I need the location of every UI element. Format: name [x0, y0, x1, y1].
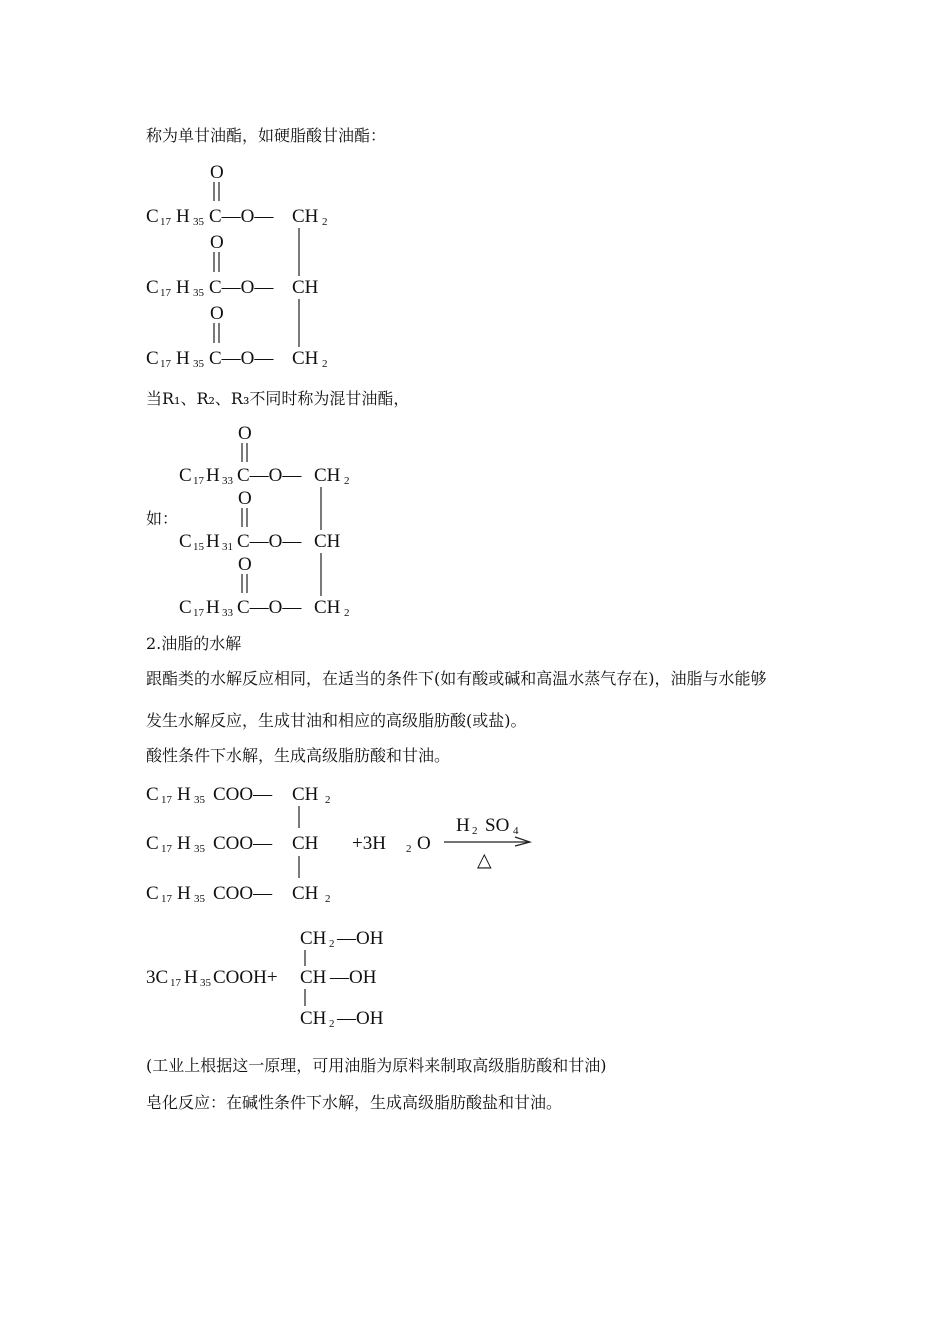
svg-text:2: 2: [472, 825, 478, 837]
svg-text:C—O—: C—O—: [209, 277, 274, 298]
section-heading: 2.油脂的水解: [146, 634, 242, 653]
svg-text:—OH: —OH: [330, 967, 377, 988]
svg-text:2: 2: [325, 893, 331, 905]
svg-text:17: 17: [161, 843, 172, 855]
svg-text:H: H: [206, 465, 220, 486]
svg-text:3C: 3C: [146, 967, 169, 988]
svg-text:35: 35: [193, 216, 204, 228]
svg-text:COO—: COO—: [213, 883, 273, 904]
svg-text:CH: CH: [292, 883, 319, 904]
svg-text:SO: SO: [485, 815, 510, 836]
svg-text:COOH+: COOH+: [213, 967, 278, 988]
svg-text:C: C: [179, 531, 192, 552]
svg-text:C: C: [146, 348, 159, 369]
glycerol-row-1: [300, 928, 384, 950]
svg-text:O: O: [210, 303, 224, 324]
heat-symbol: △: [477, 850, 492, 871]
svg-text:17: 17: [161, 794, 172, 806]
svg-text:COO—: COO—: [213, 833, 273, 854]
svg-text:CH: CH: [292, 206, 319, 227]
svg-text:CH: CH: [300, 928, 327, 949]
industrial-note: (工业上根据这一原理，可用油脂为原料来制取高级脂肪酸和甘油): [146, 1056, 607, 1075]
svg-text:15: 15: [193, 541, 204, 553]
svg-text:17: 17: [170, 977, 181, 989]
svg-text:2: 2: [329, 938, 335, 950]
svg-text:COO—: COO—: [213, 784, 273, 805]
svg-text:H: H: [176, 206, 190, 227]
svg-text:C—O—: C—O—: [237, 465, 302, 486]
svg-text:2: 2: [329, 1018, 335, 1030]
svg-text:H: H: [177, 883, 191, 904]
svg-text:—OH: —OH: [337, 1008, 384, 1029]
svg-text:C: C: [179, 465, 192, 486]
svg-text:H: H: [176, 277, 190, 298]
svg-text:35: 35: [193, 287, 204, 299]
svg-text:CH: CH: [292, 348, 319, 369]
svg-text:O: O: [210, 232, 224, 253]
svg-text:CH: CH: [314, 465, 341, 486]
glycerol-row-3: [300, 1008, 384, 1030]
svg-text:31: 31: [222, 541, 233, 553]
svg-text:33: 33: [222, 475, 233, 487]
svg-text:C: C: [146, 833, 159, 854]
simple-glyceride-text: 称为单甘油酯，如硬脂酸甘油酯：: [146, 126, 387, 145]
svg-text:H: H: [176, 348, 190, 369]
svg-text:35: 35: [194, 794, 205, 806]
svg-text:O: O: [210, 162, 224, 183]
svg-text:2: 2: [344, 607, 350, 619]
svg-text:C—O—: C—O—: [209, 348, 274, 369]
svg-text:C—O—: C—O—: [209, 206, 274, 227]
svg-text:2: 2: [322, 216, 328, 228]
svg-text:C: C: [179, 597, 192, 618]
svg-text:35: 35: [193, 358, 204, 370]
svg-text:17: 17: [193, 607, 204, 619]
svg-text:C: C: [146, 784, 159, 805]
glycerol-row-2: [300, 967, 377, 988]
svg-text:17: 17: [160, 216, 171, 228]
svg-text:H: H: [206, 597, 220, 618]
svg-text:C—O—: C—O—: [237, 531, 302, 552]
svg-text:35: 35: [194, 843, 205, 855]
svg-text:CH: CH: [300, 1008, 327, 1029]
svg-text:17: 17: [193, 475, 204, 487]
stearic-acid-term: [146, 967, 278, 989]
svg-text:2: 2: [344, 475, 350, 487]
acid-hydrolysis-text: 酸性条件下水解，生成高级脂肪酸和甘油。: [146, 746, 451, 765]
svg-text:17: 17: [161, 893, 172, 905]
svg-text:—OH: —OH: [337, 928, 384, 949]
svg-text:O: O: [238, 488, 252, 509]
svg-text:O: O: [238, 554, 252, 575]
svg-text:H: H: [456, 815, 470, 836]
svg-text:CH: CH: [292, 784, 319, 805]
paragraph-line-1: 跟酯类的水解反应相同，在适当的条件下(如有酸或碱和高温水蒸气存在)，油脂与水能够: [146, 669, 767, 688]
svg-text:C: C: [146, 206, 159, 227]
svg-text:17: 17: [160, 358, 171, 370]
svg-text:H: H: [177, 784, 191, 805]
saponification-text: 皂化反应：在碱性条件下水解，生成高级脂肪酸盐和甘油。: [146, 1093, 563, 1112]
svg-text:17: 17: [160, 287, 171, 299]
svg-text:H: H: [206, 531, 220, 552]
svg-text:H: H: [184, 967, 198, 988]
svg-text:C—O—: C—O—: [237, 597, 302, 618]
svg-text:2: 2: [325, 794, 331, 806]
svg-text:CH: CH: [314, 531, 341, 552]
svg-text:CH: CH: [314, 597, 341, 618]
svg-text:2: 2: [322, 358, 328, 370]
svg-text:O: O: [238, 423, 252, 444]
svg-text:CH: CH: [292, 277, 319, 298]
paragraph-line-2: 发生水解反应，生成甘油和相应的高级脂肪酸(或盐)。: [146, 711, 527, 730]
svg-text:C: C: [146, 883, 159, 904]
svg-text:35: 35: [200, 977, 211, 989]
svg-text:+3H: +3H: [352, 833, 386, 854]
example-prefix: 如：: [146, 509, 179, 528]
mixed-glyceride-text: 当R₁、R₂、R₃不同时称为混甘油酯，: [146, 389, 410, 408]
svg-text:O: O: [417, 833, 431, 854]
svg-text:35: 35: [194, 893, 205, 905]
svg-text:2: 2: [406, 843, 412, 855]
svg-text:CH: CH: [292, 833, 319, 854]
svg-text:33: 33: [222, 607, 233, 619]
svg-text:H: H: [177, 833, 191, 854]
svg-text:4: 4: [513, 825, 519, 837]
svg-text:CH: CH: [300, 967, 327, 988]
svg-text:C: C: [146, 277, 159, 298]
